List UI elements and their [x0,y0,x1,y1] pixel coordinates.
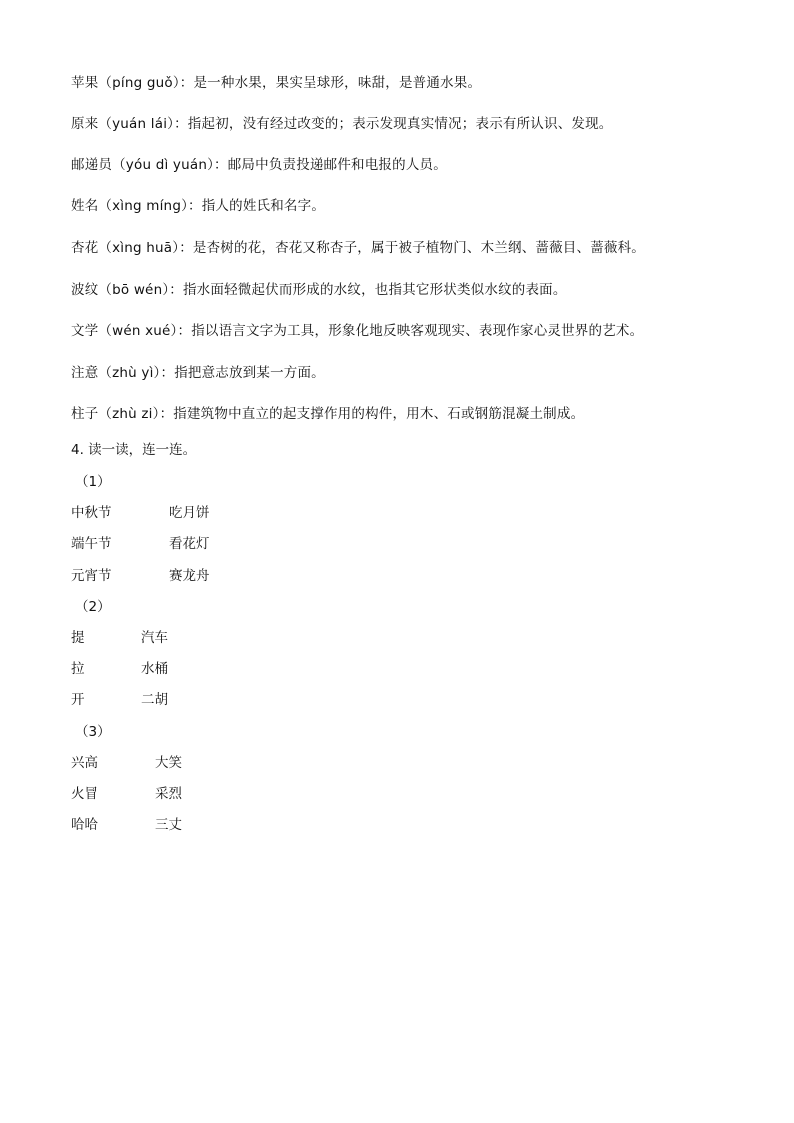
match-right-item: 看花灯 [169,536,210,552]
definition-meaning: 是一种水果，果实呈球形，味甜，是普通水果。 [193,75,482,91]
definition-attention [71,364,325,382]
definition-term: 文学（wén xué）： [71,323,192,339]
match-left-item: 提 [71,630,85,646]
match-left-item: 拉 [71,661,85,677]
match-right-item: 赛龙舟 [169,568,210,584]
definition-postman [71,156,447,174]
definition-term: 姓名（xìng míng）： [71,198,202,214]
definition-meaning: 指建筑物中直立的起支撑作用的构件，用木、石或钢筋混凝土制成。 [173,406,585,422]
match-left-item: 开 [71,692,85,708]
definition-term: 注意（zhù yì）： [71,365,175,381]
definition-literature [71,322,643,340]
definition-meaning: 指把意志放到某一方面。 [174,365,325,381]
definition-term: 邮递员（yóu dì yuán）： [71,157,228,173]
group-label: （1） [75,474,111,490]
definition-term: 波纹（bō wén）： [71,282,183,298]
group-label: （3） [75,724,111,740]
definition-term: 原来（yuán lái）： [71,116,188,132]
match-right-item: 大笑 [155,755,182,771]
definition-apple [71,74,481,92]
definition-pillar [71,405,584,423]
definition-ripple [71,281,567,299]
match-right-item: 吃月饼 [169,505,210,521]
definition-meaning: 是杏树的花，杏花又称杏子，属于被子植物门、木兰纲、蔷薇目、蔷薇科。 [192,240,646,256]
definition-name [71,197,325,215]
match-right-item: 三丈 [155,817,182,833]
match-left-item: 火冒 [71,786,98,802]
definition-apricot-flower [71,239,645,257]
match-right-item: 汽车 [141,630,168,646]
definition-meaning: 邮局中负责投递邮件和电报的人员。 [227,157,447,173]
match-left-item: 元宵节 [71,568,112,584]
match-left-item: 端午节 [71,536,112,552]
definition-meaning: 指水面轻微起伏而形成的水纹，也指其它形状类似水纹的表面。 [182,282,567,298]
group-label: （2） [75,599,111,615]
match-right-item: 水桶 [141,661,168,677]
exercise-title: 4. 读一读，连一连。 [71,442,197,458]
definition-yuanlai [71,115,613,133]
definition-meaning: 指人的姓氏和名字。 [201,198,326,214]
match-right-item: 采烈 [155,786,182,802]
match-left-item: 中秋节 [71,505,112,521]
definition-term: 柱子（zhù zi）： [71,406,174,422]
definition-term: 苹果（píng guǒ）： [71,75,194,91]
match-left-item: 哈哈 [71,817,98,833]
definition-term: 杏花（xìng huā）： [71,240,193,256]
definition-meaning: 指以语言文字为工具，形象化地反映客观现实、表现作家心灵世界的艺术。 [191,323,644,339]
match-right-item: 二胡 [141,692,168,708]
definition-meaning: 指起初，没有经过改变的；表示发现真实情况；表示有所认识、发现。 [187,116,613,132]
match-left-item: 兴高 [71,755,98,771]
